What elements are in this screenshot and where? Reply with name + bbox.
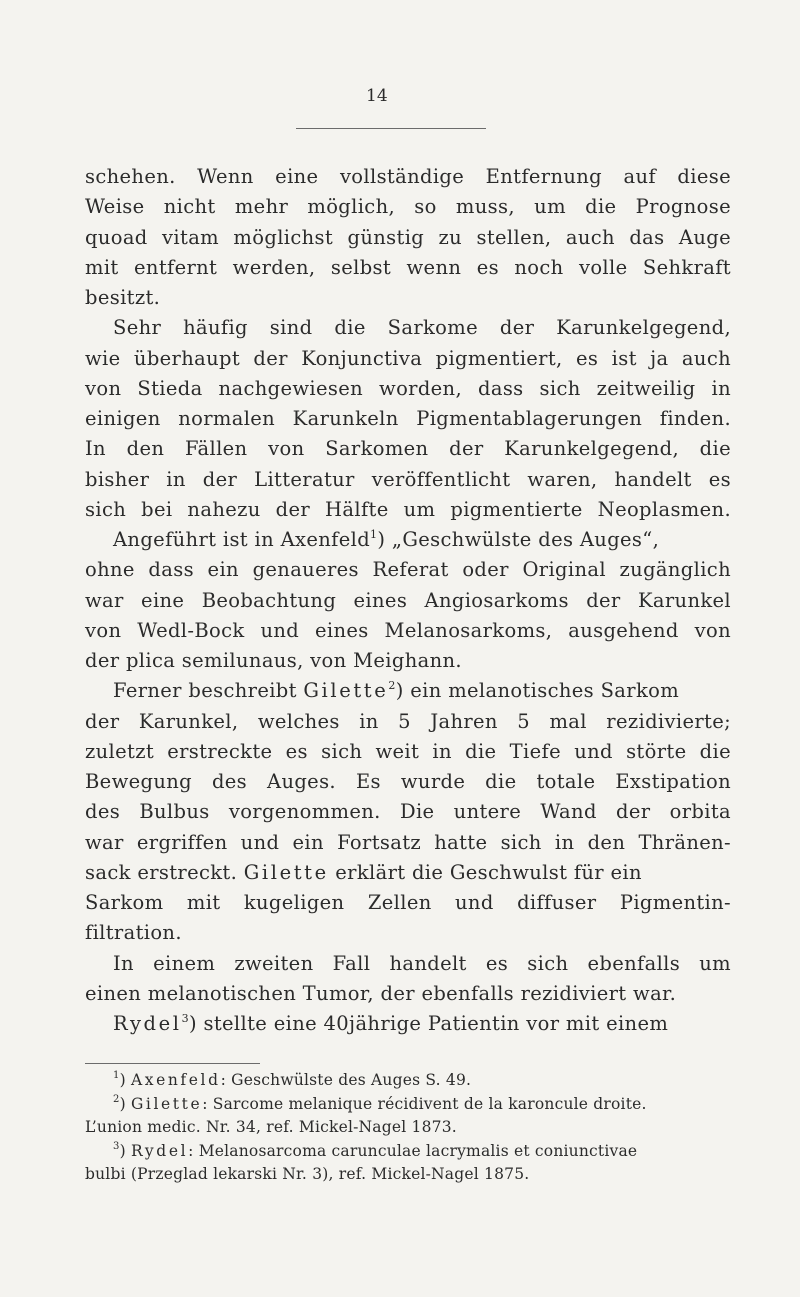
text-line: ohne dass ein genaueres Referat oder Original zugänglich xyxy=(85,558,731,582)
text-line: Weise nicht mehr möglich, so muss, um die Prognose xyxy=(85,195,731,219)
text-line: schehen. Wenn eine vollständige Entfernung auf diese xyxy=(85,165,731,188)
paragraph-3 xyxy=(85,525,731,676)
author-name: Gilette xyxy=(303,679,389,703)
footnote-rule xyxy=(85,1063,260,1064)
page-number: 14 xyxy=(366,86,388,106)
footnote-text: : Melanosarcoma carunculae lacrymalis et coniunctivae xyxy=(188,1141,638,1160)
text-run: erklärt die Geschwulst für ein xyxy=(328,860,642,884)
text-line: quoad vitam möglichst günstig zu stellen, auch das Auge xyxy=(85,225,731,249)
text-line: war eine Beobachtung eines Angiosarkoms der Karunkel xyxy=(85,588,731,612)
text-line: der Karunkel, welches in 5 Jahren 5 mal rezidivierte; xyxy=(85,709,731,733)
text-line xyxy=(85,858,731,888)
text-line: filtration. xyxy=(85,921,182,945)
footnote-marker: 3 xyxy=(113,1140,120,1152)
footnote-1: $^1$) Axenfeld: Geschwülste des Auges S. 49. xyxy=(113,1070,472,1089)
header-rule xyxy=(296,128,486,129)
text-line: der plica semilunaus, von Meighann. xyxy=(85,649,462,672)
text-line: einen melanotischen Tumor, der ebenfalls rezidiviert war. xyxy=(85,981,677,1005)
text-line xyxy=(85,1009,731,1039)
text-line: mit entfernt werden, selbst wenn es noch volle Sehkraft xyxy=(85,255,731,279)
paragraph-4 xyxy=(85,676,731,948)
text-line: bisher in der Litteratur veröffentlicht waren, handelt es xyxy=(85,467,731,491)
text-run: Angeführt ist in Axenfeld xyxy=(113,528,371,551)
text-run: ) stellte eine 40jährige Patientin vor mit einem xyxy=(188,1012,669,1035)
text-line: von Wedl-Bock und eines Melanosarkoms, ausgehend von xyxy=(85,618,731,642)
footnote-marker: 1 xyxy=(370,528,378,541)
footnote-marker: 3 xyxy=(181,1012,189,1025)
footnote-marker: 2 xyxy=(113,1093,120,1105)
footnote-3-cont: bulbi (Przeglad lekarski Nr. 3), ref. Mickel-Nagel 1875. xyxy=(85,1165,530,1183)
footnote-text: : Sarcome melanique récidivent de la karoncule droite. xyxy=(202,1094,647,1113)
author-name: Rydel xyxy=(113,1012,182,1035)
text-line: Sehr häufig sind die Sarkome der Karunkelgegend, xyxy=(113,316,731,340)
text-line: einigen normalen Karunkeln Pigmentablagerungen finden. xyxy=(85,407,731,430)
text-line: Sarkom mit kugeligen Zellen und diffuser Pigmentin- xyxy=(85,891,731,914)
text-line: In den Fällen von Sarkomen der Karunkelgegend, die xyxy=(85,437,731,461)
body-text xyxy=(85,162,731,1039)
footnote-2: $^2$) Gilette: Sarcome melanique récidivent de la karoncule droite. xyxy=(113,1093,647,1113)
paragraph-2 xyxy=(85,313,731,525)
text-line xyxy=(85,525,731,555)
text-line: besitzt. xyxy=(85,286,161,309)
text-run: ) ein melanotisches Sarkom xyxy=(395,679,680,703)
footnote-3: $^3$) Rydel: Melanosarcoma carunculae lacrymalis et coniunctivae xyxy=(113,1140,638,1160)
text-line: des Bulbus vorgenommen. Die untere Wand der orbita xyxy=(85,800,731,824)
text-line: zuletzt erstreckte es sich weit in die Tiefe und störte die xyxy=(85,739,731,763)
text-run: sack erstreckt. xyxy=(85,860,244,884)
text-line: In einem zweiten Fall handelt es sich ebenfalls um xyxy=(113,951,731,975)
text-line: Bewegung des Auges. Es wurde die totale Exstipation xyxy=(85,770,731,793)
author-name: Gilette xyxy=(130,1094,203,1113)
text-run: Ferner beschreibt xyxy=(113,679,304,703)
text-run: ) „Geschwülste des Auges“, xyxy=(377,528,660,551)
text-line: war ergriffen und ein Fortsatz hatte sich in den Thränen- xyxy=(85,830,731,854)
text-line: von Stieda nachgewiesen worden, dass sich zeitweilig in xyxy=(85,376,731,400)
footnotes xyxy=(85,1069,731,1187)
footnote-2-cont: L’union medic. Nr. 34, ref. Mickel-Nagel 1873. xyxy=(85,1118,457,1136)
text-line xyxy=(85,676,731,706)
paragraph-5 xyxy=(85,949,731,1040)
author-name: Axenfeld xyxy=(130,1071,221,1089)
footnote-marker: 1 xyxy=(113,1070,120,1081)
footnote-text: : Geschwülste des Auges S. 49. xyxy=(220,1071,472,1089)
footnote-marker: 2 xyxy=(388,679,396,693)
text-line: sich bei nahezu der Hälfte um pigmentierte Neoplasmen. xyxy=(85,497,731,521)
author-name: Gilette xyxy=(243,860,329,884)
author-name: Rydel xyxy=(130,1141,189,1160)
text-line: wie überhaupt der Konjunctiva pigmentiert, es ist ja auch xyxy=(85,346,731,370)
paragraph-1 xyxy=(85,162,731,313)
